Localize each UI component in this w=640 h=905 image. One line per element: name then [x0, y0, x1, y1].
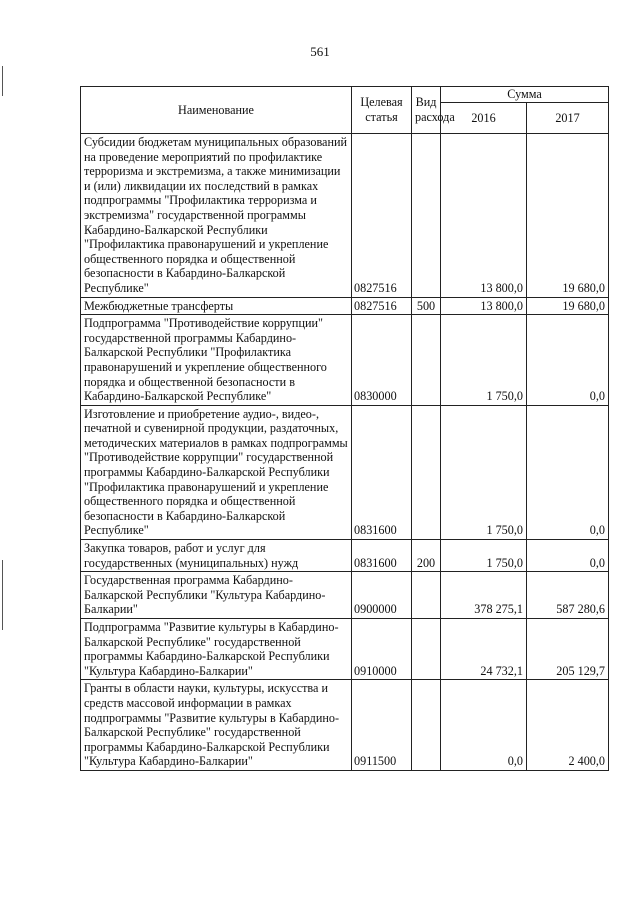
- row-sum-2017: 19 680,0: [527, 134, 609, 298]
- row-name: Подпрограмма "Развитие культуры в Кабардино-Балкарской Республике" государственной программы Кабардино-Балкарской Республики "Культура Кабардино-Балкарии": [81, 619, 352, 680]
- row-sum-2016: 1 750,0: [441, 405, 527, 539]
- row-sum-2016: 1 750,0: [441, 315, 527, 406]
- row-type: [412, 572, 441, 619]
- row-code: 0911500: [352, 680, 412, 771]
- row-type: [412, 315, 441, 406]
- row-sum-2017: 587 280,6: [527, 572, 609, 619]
- header-year-2016: 2016: [441, 103, 527, 134]
- row-sum-2016: 24 732,1: [441, 619, 527, 680]
- row-name: Государственная программа Кабардино-Балкарской Республики "Культура Кабардино-Балкарии": [81, 572, 352, 619]
- row-sum-2016: 0,0: [441, 680, 527, 771]
- header-name: Наименование: [81, 87, 352, 134]
- row-name: Субсидии бюджетам муниципальных образований на проведение мероприятий по профилактике терроризма и экстремизма, а также минимизации и (или) ликвидации их последствий в рамках подпрограммы "Профилактика терроризма и экстремизма" государственной программы Кабардино-Балкарской Республики "Профилактика правонарушений и укрепление общественного порядка и общественной безопасности в Кабардино-Балкарской Республике": [81, 134, 352, 298]
- table-body: [81, 134, 609, 771]
- row-sum-2017: 205 129,7: [527, 619, 609, 680]
- row-type: [412, 680, 441, 771]
- row-code: 0827516: [352, 297, 412, 315]
- row-name: Подпрограмма "Противодействие коррупции" государственной программы Кабардино-Балкарской Республики "Профилактика правонарушений и укрепление общественного порядка и общественной безопасности в Кабардино-Балкарской Республике": [81, 315, 352, 406]
- row-type: 200: [412, 540, 441, 572]
- table-row: [81, 297, 609, 315]
- row-sum-2017: 19 680,0: [527, 297, 609, 315]
- table-row: [81, 680, 609, 771]
- row-name: Изготовление и приобретение аудио-, видео-, печатной и сувенирной продукции, раздаточных, методических материалов в рамках подпрограммы "Противодействие коррупции" государственной программы Кабардино-Балкарской Республики "Профилактика правонарушений и укрепление общественного порядка и общественной безопасности в Кабардино-Балкарской Республике": [81, 405, 352, 539]
- row-type: [412, 405, 441, 539]
- budget-table-container: [80, 86, 608, 771]
- table-row: [81, 134, 609, 298]
- row-code: 0830000: [352, 315, 412, 406]
- row-code: 0827516: [352, 134, 412, 298]
- row-sum-2016: 13 800,0: [441, 297, 527, 315]
- table-row: [81, 572, 609, 619]
- row-type: [412, 619, 441, 680]
- row-sum-2016: 13 800,0: [441, 134, 527, 298]
- row-name: Закупка товаров, работ и услуг для государственных (муниципальных) нужд: [81, 540, 352, 572]
- row-code: 0831600: [352, 540, 412, 572]
- row-name: Межбюджетные трансферты: [81, 297, 352, 315]
- margin-mark-top: [2, 66, 3, 96]
- row-name: Гранты в области науки, культуры, искусства и средств массовой информации в рамках подпрограммы "Развитие культуры в Кабардино-Балкарской Республике" государственной программы Кабардино-Балкарской Республики "Культура Кабардино-Балкарии": [81, 680, 352, 771]
- row-sum-2017: 2 400,0: [527, 680, 609, 771]
- budget-table: [80, 86, 609, 771]
- table-row: [81, 315, 609, 406]
- table-row: [81, 619, 609, 680]
- row-type: [412, 134, 441, 298]
- margin-mark-bottom: [2, 560, 3, 630]
- row-type: 500: [412, 297, 441, 315]
- page-number: 561: [310, 44, 330, 59]
- row-code: 0900000: [352, 572, 412, 619]
- header-code: Целевая статья: [352, 87, 412, 134]
- table-header: [81, 87, 609, 134]
- row-code: 0831600: [352, 405, 412, 539]
- header-sum: Сумма: [441, 87, 609, 103]
- row-code: 0910000: [352, 619, 412, 680]
- header-type: Вид расхода: [412, 87, 441, 134]
- table-row: [81, 540, 609, 572]
- row-sum-2017: 0,0: [527, 540, 609, 572]
- row-sum-2017: 0,0: [527, 405, 609, 539]
- row-sum-2016: 1 750,0: [441, 540, 527, 572]
- header-year-2017: 2017: [527, 103, 609, 134]
- row-sum-2016: 378 275,1: [441, 572, 527, 619]
- row-sum-2017: 0,0: [527, 315, 609, 406]
- table-row: [81, 405, 609, 539]
